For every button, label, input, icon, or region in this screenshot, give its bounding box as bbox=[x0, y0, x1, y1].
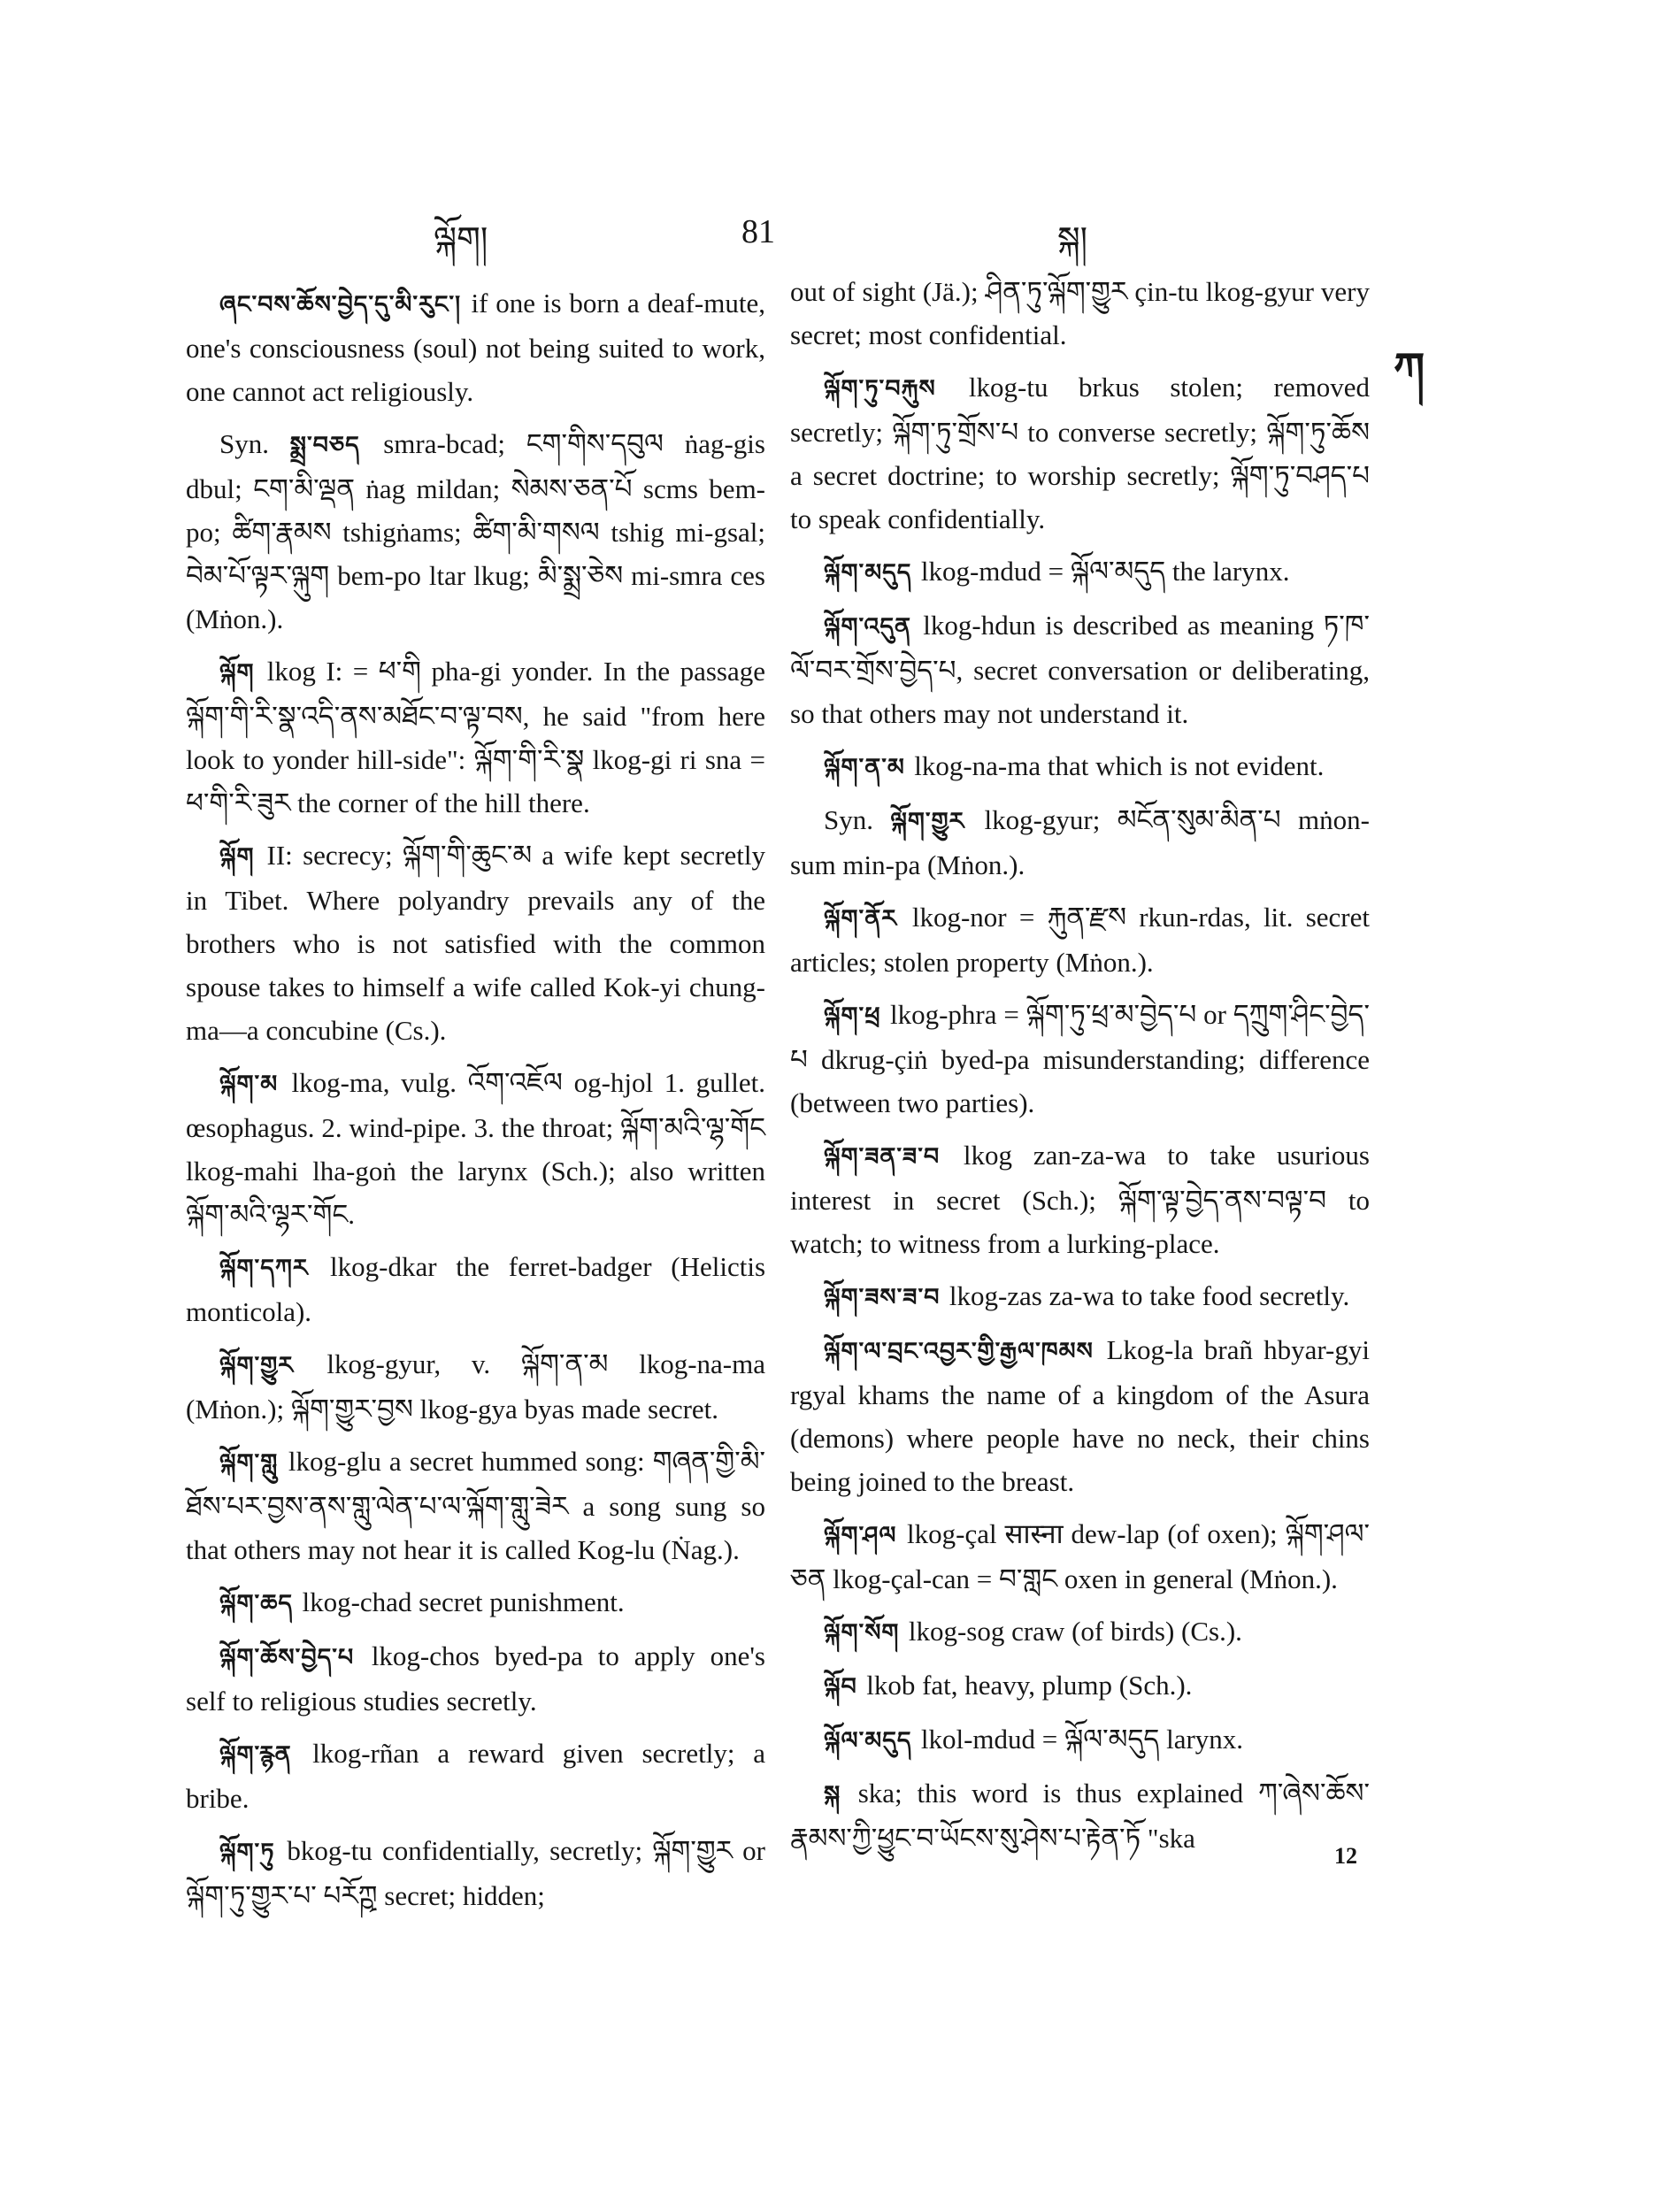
entry-tibetan: ལྐོག་གྱུར bbox=[219, 1352, 327, 1379]
dictionary-entry bbox=[790, 744, 1370, 789]
entry-headword: སྐ bbox=[824, 1781, 858, 1809]
entry-text: if one is born a deaf-mute, one's consciousness (soul) not being suited to work, one cannot act religiously. bbox=[186, 288, 765, 407]
dictionary-entry bbox=[790, 798, 1370, 887]
entry-tibetan: སྨྲ་བཅད bbox=[289, 432, 384, 459]
dictionary-entry bbox=[790, 603, 1370, 735]
entry-text: bkog-tu confidentially, secretly; ལྐོག་གྱུར or ལྐོག་ཏུ་གྱུར་པ་ པརོཀྵ secret; hidden; bbox=[186, 1835, 766, 1911]
entry-tibetan: ལྐོག་ནོར bbox=[824, 905, 912, 933]
entry-text: lkog-gyur; མངོན་སུམ་མིན་པ mṅon-sum min-pa (Mṅon.). bbox=[790, 804, 1370, 880]
entry-text: Lkog-la brañ hbyar-gyi rgyal khams the name of a kingdom of the Asura (demons) where people have no neck, their chins being joined to the breast. bbox=[790, 1334, 1370, 1497]
dictionary-entry bbox=[186, 422, 765, 641]
dictionary-entry bbox=[186, 1732, 765, 1820]
entry-text: II: secrecy; ལྐོག་གི་ཆུང་མ a wife kept secretly in Tibet. Where polyandry prevails any of the brothers who is not satisfied with the common spouse takes to himself a wife called Kok-yi chung-ma—a concubine (Cs.). bbox=[186, 840, 765, 1046]
dictionary-entry bbox=[790, 1328, 1370, 1503]
dictionary-entry bbox=[790, 1274, 1370, 1319]
dictionary-entry bbox=[186, 1580, 765, 1625]
entry-tibetan: ལྐོག་ཆད bbox=[219, 1590, 303, 1617]
margin-letter-tab: ཀ bbox=[1394, 343, 1425, 395]
dictionary-entry bbox=[790, 270, 1370, 357]
signature-mark: 12 bbox=[1334, 1843, 1357, 1869]
dictionary-entry bbox=[186, 281, 765, 413]
entry-text: lkog-dkar the ferret-badger (Helictis monticola). bbox=[186, 1251, 766, 1327]
entry-text: lkob fat, heavy, plump (Sch.). bbox=[866, 1670, 1193, 1701]
entry-text: lkog zan-za-wa to take usurious interest in secret (Sch.); ལྐོག་ལྟ་བྱེད་ནས་བལྟ་བ to watch; to witness from a lurking-place. bbox=[790, 1140, 1370, 1259]
entry-text: lkog-tu brkus stolen; removed secretly; ལྐོག་ཏུ་གྲོས་པ to converse secretly; ལྐོག་ཏུ་ཆོས a secret doctrine; to worship secretly; ལྐོག་ཏུ་བཤད་པ to speak confidentially. bbox=[790, 372, 1370, 534]
entry-text: lkog-hdun is described as meaning ཏ་ཁ་ལོ་བར་གྲོས་བྱེད་པ, secret conversation or deliberating, so that others may not understand it. bbox=[790, 610, 1370, 729]
entry-text: lkog-chos byed-pa to apply one's self to religious studies secretly. bbox=[186, 1640, 765, 1717]
entry-tibetan: ལྐོལ་མདུད bbox=[824, 1727, 921, 1755]
dictionary-entry bbox=[790, 365, 1370, 541]
entry-tibetan: ལྐོག་ལ་བྲང་འབྱར་གྱི་རྒྱལ་ཁམས bbox=[824, 1338, 1107, 1365]
dictionary-entry bbox=[186, 1342, 765, 1431]
dictionary-entry bbox=[186, 1634, 765, 1723]
entry-tibetan: ལྐོག་ཏུ bbox=[219, 1839, 288, 1866]
dictionary-entry bbox=[186, 1245, 765, 1333]
entry-tibetan: ལྐོག་ཕྲ bbox=[824, 1002, 890, 1030]
entry-text: lkog-rñan a reward given secretly; a bribe. bbox=[186, 1738, 765, 1814]
entry-text: lkol-mdud = ལྐོལ་མདུད larynx. bbox=[920, 1724, 1244, 1755]
dictionary-entry bbox=[790, 1609, 1370, 1655]
entry-headword: ལྐོག་མ bbox=[219, 1071, 292, 1098]
entry-lead: Syn. bbox=[824, 804, 891, 835]
dictionary-entry bbox=[186, 833, 765, 1052]
entry-text: lkog-glu a secret hummed song: གཞན་གྱི་མི་ཐོས་པར་བྱས་ནས་གླུ་ལེན་པ་ལ་ལྐོག་གླུ་ཟེར a song sung so that others may not hear it is called Kog-lu (Ṅag.). bbox=[186, 1446, 765, 1565]
entry-tibetan: ལྐོག་ན་མ bbox=[824, 754, 915, 781]
dictionary-entry bbox=[186, 649, 765, 825]
dictionary-entry bbox=[186, 1061, 765, 1236]
entry-tibetan: ལྐོག་མདུད bbox=[824, 559, 921, 587]
dictionary-entry bbox=[186, 1829, 765, 1917]
running-head-right: སྐ། bbox=[1057, 221, 1088, 258]
entry-text: lkog-gyur, v. ལྐོག་ན་མ lkog-na-ma (Mṅon.); ལྐོག་གྱུར་བྱས lkog-gya byas made secret. bbox=[186, 1348, 765, 1425]
entry-headword: ལྐོག bbox=[219, 659, 267, 687]
entry-tibetan: ལྐོག་ཟན་ཟ་བ bbox=[824, 1143, 964, 1171]
entry-text: smra-bcad; ངག་གིས་དབུལ ṅag-gis dbul; ངག་མི་ལྡན ṅag mildan; སེམས་ཅན་པོ scms bem-po; ཚིག་རྣམས tshigṅams; ཚིག་མི་གསལ tshig mi-gsal; བེམ་པོ་ལྟར་ལྐུག bem-po ltar lkug; མི་སྨྲ་ཅེས mi-smra ces (Mṅon.). bbox=[186, 428, 765, 634]
dictionary-entry bbox=[790, 1133, 1370, 1265]
entry-tibetan: ཞང་བས་ཆོས་བྱེད་དུ་མི་རུང་། bbox=[219, 291, 472, 319]
page-number: 81 bbox=[741, 213, 775, 250]
entry-tibetan: ལྐོག་དཀར bbox=[219, 1255, 331, 1282]
entry-text: lkog-sog craw (of birds) (Cs.). bbox=[908, 1616, 1242, 1647]
dictionary-entry bbox=[790, 993, 1370, 1125]
left-column bbox=[186, 281, 765, 1926]
entry-text: out of sight (Jä.); ཤིན་ཏུ་ལྐོག་གྱུར çin-tu lkog-gyur very secret; most confidential. bbox=[790, 276, 1370, 350]
entry-tibetan: ལྐོག་ཤལ bbox=[824, 1522, 908, 1549]
entry-tibetan: ལྐོག་ཟས་ཟ་བ bbox=[824, 1284, 949, 1311]
entry-tibetan: ལྐོག་གྱུར bbox=[890, 808, 985, 835]
dictionary-entry bbox=[790, 895, 1370, 984]
entry-text: lkog-mdud = ལྐོལ་མདུད the larynx. bbox=[920, 556, 1290, 587]
running-head-left: ལྐོག། bbox=[434, 221, 488, 258]
dictionary-entry bbox=[186, 1440, 765, 1571]
entry-tibetan: ལྐོག་འདུན bbox=[824, 613, 924, 641]
entry-text: lkog-nor = རྐུན་རྫས rkun-rdas, lit. secret articles; stolen property (Mṅon.). bbox=[790, 902, 1370, 978]
entry-tibetan: ལྐོག་ཏུ་བརྐུས bbox=[824, 375, 969, 403]
entry-text: lkog-ma, vulg. འོག་འཇོལ og-hjol 1. gullet. œsophagus. 2. wind-pipe. 3. the throat; ལྐོག་མའི་ལྷ་གོང lkog-mahi lha-goṅ the larynx (Sch.); also written ལྐོག་མའི་ལྷར་གོང. bbox=[186, 1067, 765, 1230]
entry-text: lkog-na-ma that which is not evident. bbox=[914, 750, 1325, 781]
dictionary-entry bbox=[790, 1771, 1370, 1860]
entry-headword: ལྐོབ bbox=[824, 1673, 867, 1701]
entry-headword: ལྐོག bbox=[219, 843, 267, 871]
entry-tibetan: ལྐོག་སོག bbox=[824, 1619, 909, 1647]
entry-text: ska; this word is thus explained ཀ་ཞེས་ཆོས་རྣམས་ཀྱི་ཕྱུང་བ་ཡོངས་སུ་ཤེས་པ་རྟེན་ཏོ "ska bbox=[790, 1778, 1370, 1854]
right-column bbox=[790, 270, 1370, 1869]
entry-tibetan: ལྐོག་རྙན bbox=[219, 1741, 313, 1769]
entry-text: lkog-chad secret punishment. bbox=[302, 1586, 625, 1617]
entry-text: lkog-phra = ལྐོག་ཏུ་ཕྲ་མ་བྱེད་པ or དཀྲུག་ཤིང་བྱེད་པ dkrug-çiṅ byed-pa misunderstanding; difference (between two parties). bbox=[790, 999, 1370, 1118]
entry-text: lkog-çal सास्ना dew-lap (of oxen); ལྐོག་ཤལ་ཅན lkog-çal-can = བ་གླང oxen in general (Mṅon.). bbox=[790, 1518, 1370, 1594]
entry-text: lkog I: = ཕ་གི pha-gi yonder. In the passage ལྐོག་གི་རི་སྣ་འདི་ནས་མཐོང་བ་ལྟ་བས, he said "from here look to yonder hill-side": ལྐོག་གི་རི་སྣ lkog-gi ri sna = ཕ་གི་རི་ཟུར the corner of the hill there. bbox=[186, 656, 765, 818]
dictionary-entry bbox=[790, 549, 1370, 595]
dictionary-entry bbox=[790, 1717, 1370, 1763]
entry-lead: Syn. bbox=[219, 428, 290, 459]
entry-text: lkog-zas za-wa to take food secretly. bbox=[949, 1280, 1350, 1311]
dictionary-entry bbox=[790, 1663, 1370, 1709]
entry-tibetan: ལྐོག་གླུ bbox=[219, 1449, 288, 1477]
entry-tibetan: ལྐོག་ཆོས་བྱེད་པ bbox=[219, 1644, 372, 1671]
dictionary-entry bbox=[790, 1512, 1370, 1601]
